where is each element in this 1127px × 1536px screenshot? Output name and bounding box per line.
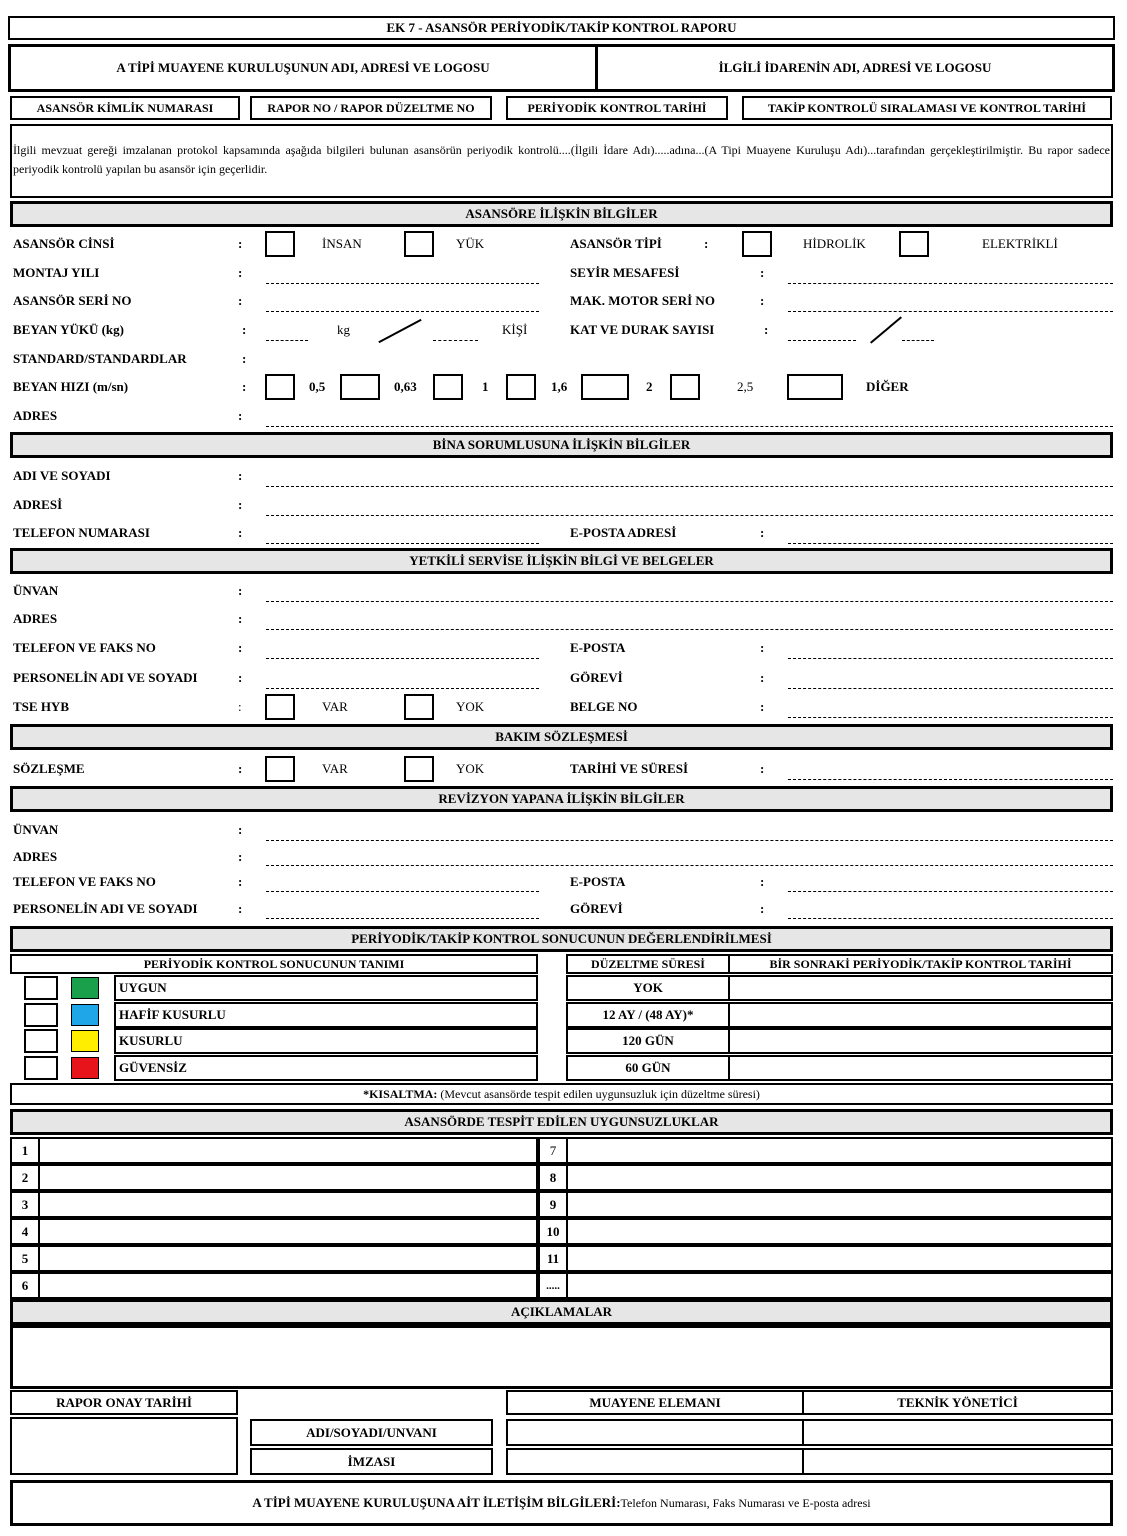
rated-load-persons-field[interactable] [433,340,478,341]
inspector-signature-field[interactable] [506,1448,804,1475]
elevator-section-header: ASANSÖRE İLİŞKİN BİLGİLER [10,201,1113,227]
service-role-label: GÖREVİ [570,670,623,685]
colon: : [238,583,243,598]
inspector-name-field[interactable] [506,1419,804,1446]
nonconformity-field[interactable] [38,1191,538,1218]
colon: : [238,874,243,889]
revision-role-field[interactable] [788,918,1113,919]
contract-yes-label: VAR [322,761,348,776]
report-no-box: RAPOR NO / RAPOR DÜZELTME NO [250,96,492,120]
service-address-field[interactable] [266,629,1113,630]
nonconformity-field[interactable] [566,1272,1113,1299]
elevator-id-box: ASANSÖR KİMLİK NUMARASI [10,96,240,120]
name-title-label: ADI/SOYADI/UNVANI [250,1419,493,1446]
manager-name-field[interactable] [802,1419,1113,1446]
next-date-uygun[interactable] [728,975,1113,1001]
colon: : [238,236,243,251]
colon: : [238,611,243,626]
building-address-label: ADRESİ [13,497,63,512]
colon: : [760,525,765,540]
tse-no-label: YOK [456,699,485,714]
speed-0-63-label: 0,63 [394,379,417,394]
human-checkbox[interactable] [265,231,295,257]
colon: : [760,874,765,889]
nonconformity-field[interactable] [566,1191,1113,1218]
slash [870,316,902,343]
blue-swatch [71,1004,99,1026]
revision-role-label: GÖREVİ [570,901,623,916]
revision-section-header: REVİZYON YAPANA İLİŞKİN BİLGİLER [10,786,1113,812]
rated-load-label: BEYAN YÜKÜ (kg) [13,322,124,337]
speed-1-6-checkbox[interactable] [506,374,536,400]
floors-field[interactable] [788,340,856,341]
stops-field[interactable] [902,340,934,341]
colon: : [242,322,247,337]
rated-speed-label: BEYAN HIZI (m/sn) [13,379,129,394]
tse-no-checkbox[interactable] [404,694,434,720]
elevator-serial-label: ASANSÖR SERİ NO [13,293,132,308]
revision-address-label: ADRES [13,849,58,864]
form-title: EK 7 - ASANSÖR PERİYODİK/TAKİP KONTROL RAPORU [8,16,1115,40]
revision-email-label: E-POSTA [570,874,626,889]
speed-2-label: 2 [646,379,653,394]
colon: : [238,525,243,540]
nonconformity-field[interactable] [566,1137,1113,1164]
footer-contact [10,1480,1113,1526]
colon: : [238,699,242,714]
install-year-field[interactable] [266,283,539,284]
building-email-label: E-POSTA ADRESİ [570,525,677,540]
fix-period-header: DÜZELTME SÜRESİ [566,954,730,974]
service-staff-field[interactable] [266,688,539,689]
speed-0-5-label: 0,5 [309,379,326,394]
hydraulic-checkbox[interactable] [742,231,772,257]
next-date-kusurlu[interactable] [728,1028,1113,1054]
colon: : [760,640,765,655]
install-year-label: MONTAJ YILI [13,265,100,280]
speed-other-checkbox[interactable] [787,374,843,400]
contract-no-checkbox[interactable] [404,756,434,782]
nonconformity-field[interactable] [38,1137,538,1164]
hydraulic-option-label: HİDROLİK [803,236,866,251]
freight-checkbox[interactable] [404,231,434,257]
colon: : [760,901,765,916]
nonconformity-row: 10 [538,1218,568,1245]
revision-address-field[interactable] [266,865,1113,866]
next-date-guvensiz[interactable] [728,1055,1113,1081]
result-checkbox-kusurlu[interactable] [24,1029,58,1053]
colon: : [760,761,765,776]
service-phone-label: TELEFON VE FAKS NO [13,640,156,655]
contract-no-label: YOK [456,761,485,776]
result-guvensiz: GÜVENSİZ [114,1055,538,1081]
footer-contact-text: Telefon Numarası, Faks Numarası ve E-posta adresi [620,1495,871,1510]
nonconformity-row: 1 [10,1137,40,1164]
result-checkbox-guvensiz[interactable] [24,1056,58,1080]
service-staff-label: PERSONELİN ADI VE SOYADI [13,670,198,685]
speed-1-checkbox[interactable] [433,374,463,400]
service-title-label: ÜNVAN [13,583,59,598]
yellow-swatch [71,1030,99,1052]
speed-0-63-checkbox[interactable] [340,374,380,400]
nonconformity-row: 9 [538,1191,568,1218]
nonconformity-row: 4 [10,1218,40,1245]
definition-header: PERİYODİK KONTROL SONUCUNUN TANIMI [10,954,538,974]
next-control-header: BİR SONRAKİ PERİYODİK/TAKİP KONTROL TARİHİ [728,954,1113,974]
colon: : [242,379,247,394]
tse-label: TSE HYB [13,699,69,714]
revision-phone-label: TELEFON VE FAKS NO [13,874,156,889]
nonconformity-field[interactable] [566,1164,1113,1191]
result-checkbox-uygun[interactable] [24,976,58,1000]
building-email-field[interactable] [788,543,1113,544]
nonconformities-header: ASANSÖRDE TESPİT EDİLEN UYGUNSUZLUKLAR [10,1109,1113,1135]
approval-date-header: RAPOR ONAY TARİHİ [10,1390,238,1415]
colon: : [238,293,243,308]
service-section-header: YETKİLİ SERVİSE İLİŞKİN BİLGİ VE BELGELER [10,548,1113,574]
maintenance-section-header: BAKIM SÖZLEŞMESİ [10,724,1113,750]
building-section-header: BİNA SORUMLUSUNA İLİŞKİN BİLGİLER [10,432,1113,458]
elevator-type-label: ASANSÖR CİNSİ [13,236,115,251]
periodic-date-box: PERİYODİK KONTROL TARİHİ [506,96,728,120]
colon: : [238,640,243,655]
elevator-address-field[interactable] [266,426,1113,427]
building-phone-label: TELEFON NUMARASI [13,525,150,540]
motor-serial-label: MAK. MOTOR SERİ NO [570,293,715,308]
elevator-address-label: ADRES [13,408,58,423]
nonconformity-field[interactable] [38,1245,538,1272]
nonconformity-row: 8 [538,1164,568,1191]
service-phone-field[interactable] [266,658,539,659]
contract-yes-checkbox[interactable] [265,756,295,782]
tse-yes-label: VAR [322,699,348,714]
colon: : [238,849,243,864]
manager-header: TEKNİK YÖNETİCİ [802,1390,1113,1415]
travel-distance-label: SEYİR MESAFESİ [570,265,680,280]
service-email-label: E-POSTA [570,640,626,655]
speed-0-5-checkbox[interactable] [265,374,295,400]
nonconformity-row: 3 [10,1191,40,1218]
building-address-field[interactable] [266,515,1113,516]
colon: : [760,293,765,308]
contract-date-label: TARİHİ VE SÜRESİ [570,761,689,776]
elevator-serial-field[interactable] [266,311,539,312]
remarks-field[interactable] [10,1325,1113,1389]
service-email-field[interactable] [788,658,1113,659]
revision-phone-field[interactable] [266,891,539,892]
motor-serial-field[interactable] [788,311,1113,312]
freight-option-label: YÜK [456,236,485,251]
signature-label: İMZASI [250,1448,493,1475]
colon: : [238,497,243,512]
human-option-label: İNSAN [322,236,362,251]
speed-1-label: 1 [482,379,489,394]
colon: : [704,236,709,251]
colon: : [238,265,243,280]
revision-email-field[interactable] [788,891,1113,892]
speed-other-label: DİĞER [866,379,909,394]
service-address-label: ADRES [13,611,58,626]
nonconformity-field[interactable] [566,1218,1113,1245]
fix-period-guvensiz: 60 GÜN [566,1055,730,1081]
nonconformity-field[interactable] [38,1218,538,1245]
remarks-header: AÇIKLAMALAR [10,1299,1113,1325]
nonconformity-row: 5 [10,1245,40,1272]
colon: : [764,322,769,337]
nonconformity-field[interactable] [566,1245,1113,1272]
colon: : [238,408,243,423]
footer-contact-label: A TİPİ MUAYENE KURULUŞUNA AİT İLETİŞİM BİLGİLERİ: [252,1495,621,1510]
revision-title-label: ÜNVAN [13,822,59,837]
red-swatch [71,1057,99,1079]
result-kusurlu: KUSURLU [114,1028,538,1054]
nonconformity-field[interactable] [38,1272,538,1299]
abbreviation-note [10,1083,1113,1105]
building-phone-field[interactable] [266,543,539,544]
result-hafif-kusurlu: HAFİF KUSURLU [114,1002,538,1028]
colon: : [760,265,765,280]
revision-staff-label: PERSONELİN ADI VE SOYADI [13,901,198,916]
inspection-body-label: A TİPİ MUAYENE KURULUŞUNUN ADI, ADRESİ VE LOGOSU [116,60,490,75]
colon: : [238,761,243,776]
nonconformity-row: 6 [10,1272,40,1299]
administration-label: İLGİLİ İDARENİN ADI, ADRESİ VE LOGOSU [718,60,992,75]
speed-2-5-label: 2,5 [737,379,754,394]
travel-distance-field[interactable] [788,283,1113,284]
building-name-field[interactable] [266,486,1113,487]
result-checkbox-hafif[interactable] [24,1003,58,1027]
contract-date-field[interactable] [788,779,1113,780]
colon: : [238,670,243,685]
manager-signature-field[interactable] [802,1448,1113,1475]
green-swatch [71,977,99,999]
approval-date-field[interactable] [10,1417,238,1475]
colon: : [238,901,243,916]
nonconformity-row: ..... [538,1272,568,1299]
fix-period-kusurlu: 120 GÜN [566,1028,730,1054]
colon: : [760,670,765,685]
nonconformity-row: 2 [10,1164,40,1191]
doc-no-field[interactable] [788,717,1113,718]
persons-unit: KİŞİ [502,322,528,337]
service-title-field[interactable] [266,601,1113,602]
electric-option-label: ELEKTRİKLİ [982,236,1058,251]
speed-1-6-label: 1,6 [551,379,568,394]
next-date-hafif[interactable] [728,1002,1113,1028]
doc-no-label: BELGE NO [570,699,638,714]
fix-period-hafif: 12 AY / (48 AY)* [566,1002,730,1028]
tse-yes-checkbox[interactable] [265,694,295,720]
abbreviation-note-bold: *KISALTMA: [363,1086,438,1101]
floors-label: KAT VE DURAK SAYISI [570,322,715,337]
revision-title-field[interactable] [266,840,1113,841]
kg-unit: kg [337,322,350,337]
speed-2-checkbox[interactable] [581,374,629,400]
colon: : [760,699,765,714]
elevator-kind-label: ASANSÖR TİPİ [570,236,662,251]
slash [378,319,421,343]
colon: : [238,468,243,483]
abbreviation-note-text: (Mevcut asansörde tespit edilen uygunsuzluk için düzeltme süresi) [440,1086,760,1101]
intro-text: İlgili mevzuat gereği imzalanan protokol kapsamında aşağıda bilgileri bulunan asansörün periyodik kontrolü....(İlgili İdare Adı).....adına...(A Tipi Muayene Kuruluşu Adı)...tarafından gerçekleştirilmiştir. Bu rapor sadece periyodik kontrolü yapılan bu asansör için geçerlidir. [13,143,1110,176]
colon: : [242,351,247,366]
inspector-header: MUAYENE ELEMANI [506,1390,804,1415]
nonconformity-row: 7 [538,1137,568,1164]
result-uygun: UYGUN [114,975,538,1001]
service-role-field[interactable] [788,688,1113,689]
building-name-label: ADI VE SOYADI [13,468,111,483]
speed-2-5-checkbox[interactable] [670,374,700,400]
electric-checkbox[interactable] [899,231,929,257]
colon: : [238,822,243,837]
rated-load-kg-field[interactable] [266,340,308,341]
revision-staff-field[interactable] [266,918,539,919]
contract-label: SÖZLEŞME [13,761,85,776]
standards-label: STANDARD/STANDARDLAR [13,351,187,366]
followup-box: TAKİP KONTROLÜ SIRALAMASI VE KONTROL TARİHİ [742,96,1112,120]
nonconformity-row: 11 [538,1245,568,1272]
fix-period-uygun: YOK [566,975,730,1001]
nonconformity-field[interactable] [38,1164,538,1191]
evaluation-section-header: PERİYODİK/TAKİP KONTROL SONUCUNUN DEĞERLENDİRİLMESİ [10,926,1113,952]
